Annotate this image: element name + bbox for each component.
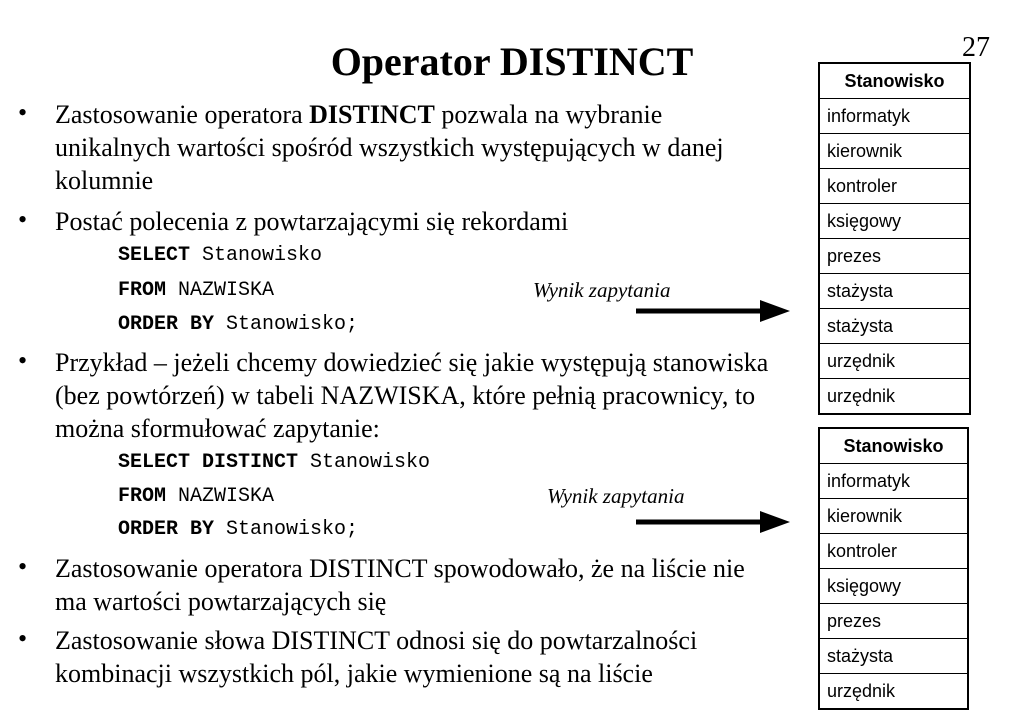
table-row: [819, 534, 968, 569]
table-cell: księgowy: [819, 569, 968, 604]
result-label-2: Wynik zapytania: [547, 484, 685, 508]
table-cell: urzędnik: [819, 344, 970, 379]
table-cell: kierownik: [819, 134, 970, 169]
table-cell: urzędnik: [819, 674, 968, 710]
sql-argument: Stanowisko;: [214, 518, 359, 541]
table-cell: stażysta: [819, 274, 970, 309]
sql-argument: NAZWISKA: [166, 279, 275, 302]
result-label-1: Wynik zapytania: [533, 278, 671, 302]
sql-keyword: FROM: [118, 279, 167, 302]
table-row: [819, 134, 970, 169]
table-row: [819, 99, 970, 134]
table-row: [819, 379, 970, 415]
table-cell: prezes: [819, 604, 968, 639]
table-cell: księgowy: [819, 204, 970, 239]
query1-order-line: [118, 314, 358, 336]
table-row: [819, 204, 970, 239]
query2-order-line: [118, 519, 358, 541]
table-row: [819, 604, 968, 639]
bullet-1-pre: Zastosowanie operatora: [55, 100, 310, 129]
query2-select-line: [118, 452, 430, 474]
bullet-1-bold: DISTINCT: [309, 100, 435, 129]
table-row: [819, 674, 968, 710]
table-cell: prezes: [819, 239, 970, 274]
bullet-marker: •: [18, 205, 28, 234]
table-row: [819, 169, 970, 204]
table-row: [819, 274, 970, 309]
bullet-marker: •: [18, 98, 28, 127]
bullet-marker: •: [18, 346, 28, 375]
table-cell: kierownik: [819, 499, 968, 534]
sql-argument: Stanowisko: [298, 451, 431, 474]
bullet-marker: •: [18, 624, 28, 653]
table-cell: kontroler: [819, 169, 970, 204]
arrow-right-icon: [636, 297, 792, 325]
sql-keyword: ORDER BY: [118, 313, 215, 336]
query1-from-line: [118, 280, 274, 302]
result-table-1: [818, 62, 971, 415]
sql-keyword: SELECT DISTINCT: [118, 451, 299, 474]
table-row: [819, 499, 968, 534]
bullet-3: Przykład – jeżeli chcemy dowiedzieć się jakie występują stanowiska (bez powtórzeń) w tabeli NAZWISKA, które pełnią pracownicy, to można sformułować zapytanie:: [55, 348, 769, 443]
arrow-right-icon: [636, 508, 792, 536]
table-cell: informatyk: [819, 99, 970, 134]
slide-title: Operator DISTINCT: [330, 39, 694, 84]
table-row: [819, 239, 970, 274]
sql-keyword: FROM: [118, 485, 167, 508]
sql-keyword: ORDER BY: [118, 518, 215, 541]
sql-argument: Stanowisko: [190, 244, 323, 267]
result-table-2: [818, 427, 969, 710]
table-row: [819, 464, 968, 499]
table-cell: stażysta: [819, 639, 968, 674]
sql-keyword: SELECT: [118, 244, 191, 267]
table-header: Stanowisko: [819, 63, 970, 99]
table-row: [819, 309, 970, 344]
table-row: [819, 344, 970, 379]
table-cell: stażysta: [819, 309, 970, 344]
bullet-1-post: pozwala na wybranie unikalnych wartości spośród wszystkich występujących w danej kolumnie: [55, 100, 724, 195]
bullet-5: Zastosowanie słowa DISTINCT odnosi się do powtarzalności kombinacji wszystkich pól, jakie wymienione są na liście: [55, 626, 698, 688]
table-cell: urzędnik: [819, 379, 970, 415]
table-row: [819, 639, 968, 674]
bullet-2: Postać polecenia z powtarzającymi się rekordami: [55, 207, 569, 236]
query1-select-line: [118, 245, 322, 267]
table-cell: informatyk: [819, 464, 968, 499]
sql-argument: NAZWISKA: [166, 485, 275, 508]
slide-number: 27: [962, 32, 990, 63]
table-cell: kontroler: [819, 534, 968, 569]
table-row: [819, 569, 968, 604]
sql-argument: Stanowisko;: [214, 313, 359, 336]
bullet-marker: •: [18, 552, 28, 581]
query2-from-line: [118, 486, 274, 508]
table-header: Stanowisko: [819, 428, 968, 464]
bullet-4: Zastosowanie operatora DISTINCT spowodowało, że na liście nie ma wartości powtarzających się: [55, 554, 745, 616]
bullet-1: [55, 98, 775, 197]
